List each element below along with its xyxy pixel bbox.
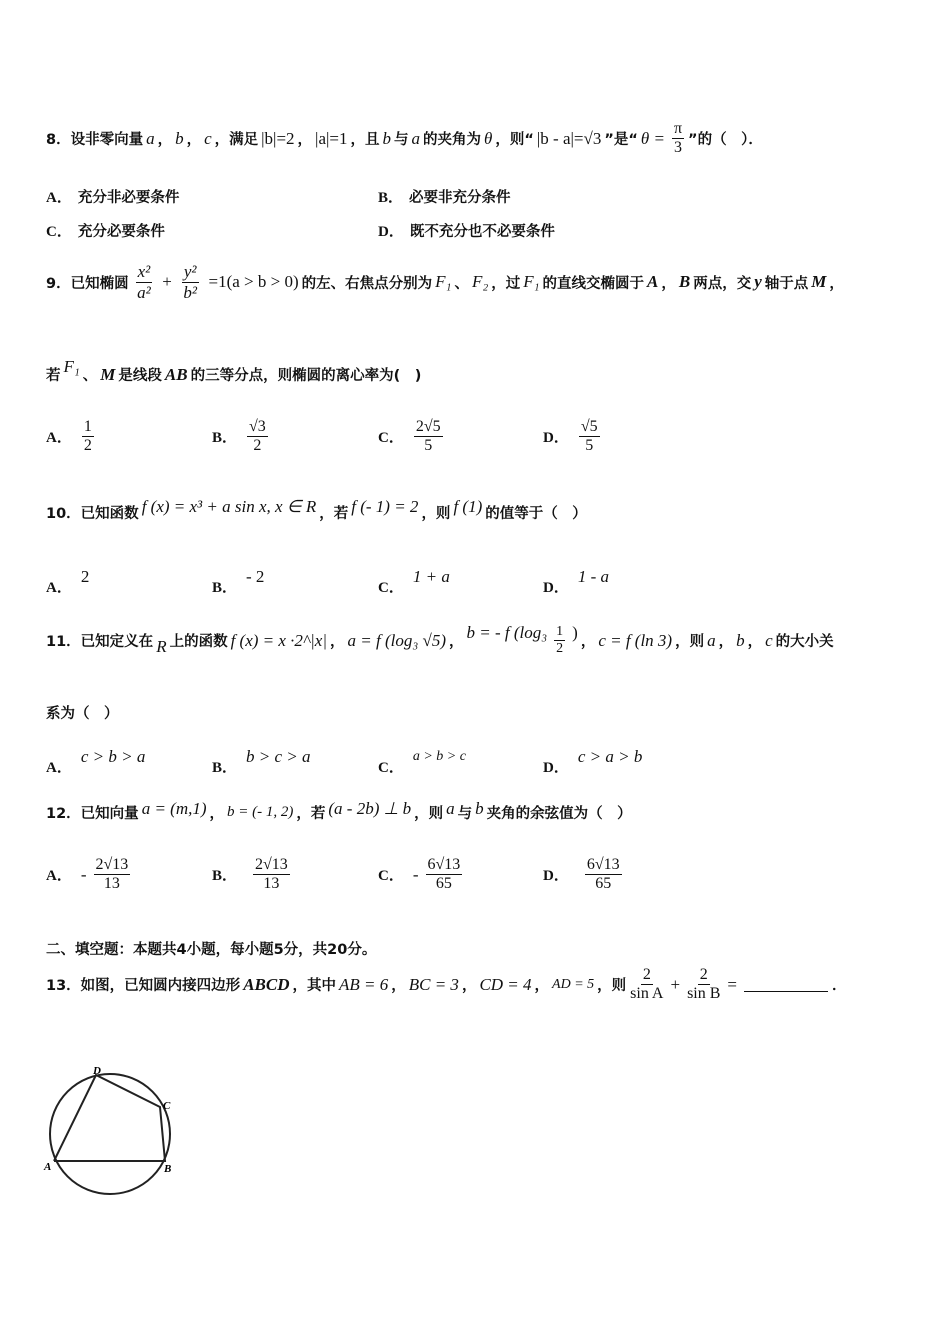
q9-var: AB [164, 364, 188, 384]
q11-c: c = f (ln 3) [598, 630, 673, 650]
q8-var: c [204, 128, 212, 148]
option-label: D． [543, 760, 569, 776]
q13-text: ， [391, 978, 406, 995]
q11-var: c [765, 630, 773, 650]
option-text: c > b > a [80, 746, 146, 766]
option-label: A． [46, 868, 72, 885]
numerator: 2√13 [253, 856, 290, 875]
q8-sep: ， [157, 132, 173, 149]
q12-text: 12．已知向量 [46, 806, 139, 822]
q11-text: ， [448, 634, 464, 651]
numerator: y² [183, 262, 197, 281]
option-label: C． [378, 430, 404, 447]
q11-text: 的大小关 [775, 634, 834, 651]
answer-blank[interactable] [744, 977, 828, 992]
option-fraction [585, 856, 622, 894]
numerator: 2 [698, 966, 710, 985]
q13-text: 13．如图，已知圆内接四边形 [46, 978, 241, 995]
question-11-line2 [46, 702, 119, 723]
q8-text: ”是“ [604, 132, 638, 149]
q10-option-a[interactable] [46, 556, 92, 597]
option-fraction [426, 856, 463, 894]
q12-cond: (a - 2b) ⊥ b [328, 798, 412, 818]
q9-var: B [678, 272, 691, 292]
q11-option-d[interactable] [543, 736, 645, 777]
denominator: 3 [674, 139, 682, 157]
q11-var: b [736, 630, 745, 650]
q13-ad: AD = 5 [552, 976, 595, 992]
q11-option-c[interactable] [378, 736, 469, 777]
q8-var: a [411, 128, 420, 148]
numerator: 6√13 [426, 856, 463, 875]
q8-option-a[interactable] [46, 186, 179, 207]
option-text: 既不充分也不必要条件 [409, 224, 555, 240]
option-fraction [414, 418, 443, 456]
q9-option-d[interactable] [543, 418, 604, 456]
q11-var: a [707, 630, 716, 650]
numerator: π [672, 120, 684, 139]
vertex-a-label: A [44, 1161, 52, 1173]
q9-text: 的直线交椭圆于 [542, 275, 645, 292]
question-12 [46, 798, 632, 823]
q13-text: ． [832, 978, 847, 995]
q11-text: ， [718, 634, 734, 651]
option-label: A． [46, 430, 72, 447]
q11-fraction [554, 624, 565, 657]
q12-text: ， [209, 806, 225, 822]
q11-function: f (x) = x ·2^|x| [230, 630, 327, 650]
option-sign: - [80, 864, 87, 884]
q8-sep: ， [297, 132, 313, 149]
q9-text: 的三等分点，则椭圆的离心率为( ) [190, 368, 422, 384]
denominator: 5 [424, 437, 433, 455]
denominator: 2 [83, 437, 92, 455]
q11-option-b[interactable] [212, 736, 314, 777]
q11-text: 11．已知定义在 [46, 634, 154, 651]
q9-eq: =1(a > b > 0) [208, 272, 299, 292]
q10-option-d[interactable] [543, 556, 612, 597]
option-label: A． [46, 580, 72, 596]
q9-var: F₁ [63, 356, 80, 376]
q9-var: M [100, 364, 116, 384]
option-label: B． [212, 760, 238, 776]
q8-text: ”的（ ）． [688, 132, 763, 149]
option-fraction [579, 418, 600, 456]
q11-option-a[interactable] [46, 736, 148, 777]
numerator: √5 [579, 418, 600, 437]
denominator: a² [137, 282, 151, 302]
q8-var: b [175, 128, 184, 148]
q13-text: ，其中 [292, 978, 336, 995]
option-label: C． [46, 224, 72, 240]
q11-text: 系为（ ） [46, 706, 119, 722]
q9-text: 两点，交 [693, 275, 752, 292]
section-title: 二、填空题：本题共4小题，每小题5分，共20分。 [46, 942, 377, 958]
q13-cd: CD = 4 [479, 974, 532, 994]
q8-cond: |a|=1 [315, 128, 348, 148]
numerator: 2√13 [94, 856, 131, 875]
numerator: 1 [554, 624, 565, 641]
numerator: 2√5 [414, 418, 443, 437]
option-text: a > b > c [412, 748, 466, 764]
plus: + [162, 272, 172, 292]
q9-text: ，过 [491, 275, 521, 292]
option-label: A． [46, 190, 72, 206]
paren: ) [572, 622, 578, 642]
q9-var: M [811, 272, 827, 292]
option-label: C． [378, 580, 404, 596]
cyclic-quadrilateral-figure [40, 1060, 200, 1205]
numerator: 1 [82, 418, 94, 437]
q9-var: F₁ [435, 272, 452, 292]
q12-text: 与 [457, 806, 473, 822]
q9-fraction-y [179, 262, 202, 302]
q9-text: 轴于点 [764, 275, 809, 292]
q8-cond: |b|=2 [261, 128, 295, 148]
option-text: 充分必要条件 [77, 224, 165, 240]
section-heading [46, 938, 376, 959]
option-fraction [82, 418, 94, 456]
q10-text: 10．已知函数 [46, 506, 139, 522]
q12-text: 夹角的余弦值为（ ） [486, 806, 632, 822]
q11-text: ， [747, 634, 763, 651]
equals: = [727, 974, 738, 994]
q8-var: b [382, 128, 391, 148]
q13-text: ，则 [597, 978, 627, 995]
q9-text: 、 [82, 368, 98, 384]
option-fraction [247, 418, 268, 456]
q11-text: ， [330, 634, 345, 651]
q8-expr: |b - a|=√3 [536, 128, 602, 148]
option-text: 1 + a [412, 566, 450, 586]
q10-text: ，若 [319, 506, 349, 522]
question-9 [46, 262, 844, 302]
q9-text: ， [661, 275, 676, 292]
option-fraction [253, 856, 290, 894]
denominator: sin A [630, 985, 664, 1003]
q8-option-b[interactable] [378, 186, 511, 207]
numerator: √3 [247, 418, 268, 437]
q9-text: 是线段 [118, 368, 162, 384]
option-text: 充分非必要条件 [77, 190, 180, 206]
q12-text: ，若 [296, 806, 326, 822]
q10-option-b[interactable] [212, 556, 267, 597]
option-label: D． [543, 430, 569, 447]
q12-a: a = (m,1) [141, 798, 207, 818]
option-label: B． [212, 430, 238, 447]
q12-option-a[interactable] [46, 856, 134, 894]
q12-option-b[interactable] [212, 856, 294, 894]
option-sign: - [412, 864, 419, 884]
denominator: sin B [687, 985, 721, 1003]
q9-text: 若 [46, 368, 61, 384]
option-text: - 2 [246, 566, 265, 586]
option-text: 1 - a [577, 566, 610, 586]
denominator: 65 [595, 875, 612, 893]
option-label: D． [543, 580, 569, 596]
q13-fraction-a [630, 966, 663, 1004]
q10-text: ，则 [421, 506, 451, 522]
denominator: 13 [103, 875, 120, 893]
denominator: 65 [435, 875, 452, 893]
vertex-b-label: B [164, 1163, 172, 1175]
option-label: A． [46, 760, 72, 776]
q12-text: ，则 [414, 806, 444, 822]
question-13 [46, 966, 847, 1004]
q9-var: F₂ [471, 272, 489, 292]
q8-text: ，且 [350, 132, 380, 149]
q12-option-c[interactable] [378, 856, 466, 894]
option-label: B． [212, 580, 238, 596]
q9-text: ， [829, 275, 844, 292]
q8-option-d[interactable] [378, 220, 555, 241]
option-text: b > c > a [246, 746, 311, 766]
q10-expr: f (1) [453, 496, 483, 516]
numerator: x² [137, 262, 151, 281]
q13-fraction-b [687, 966, 720, 1004]
q8-text: ，则“ [495, 132, 534, 149]
q11-b: b = - f (log₃ [466, 622, 548, 642]
q12-option-d[interactable] [543, 856, 626, 894]
option-fraction [94, 856, 131, 894]
q8-text: 的夹角为 [423, 132, 481, 149]
q9-text: 、 [454, 275, 469, 292]
option-label: B． [212, 868, 238, 885]
q11-text: ， [580, 634, 596, 651]
q8-var: a [146, 128, 155, 148]
numerator: 6√13 [585, 856, 622, 875]
option-text: c > a > b [577, 746, 643, 766]
q9-option-c[interactable] [378, 418, 447, 456]
q11-a: a = f (log₃ √5) [347, 630, 446, 650]
q12-b: b = (- 1, 2) [227, 804, 294, 820]
q9-fraction-x [133, 262, 156, 302]
q13-bc: BC = 3 [408, 974, 459, 994]
q9-var: y [754, 272, 762, 292]
q8-sep: ， [186, 132, 202, 149]
q9-option-a[interactable] [46, 418, 98, 456]
q10-option-c[interactable] [378, 556, 453, 597]
option-text: 2 [80, 566, 90, 586]
q11-var: R [156, 636, 167, 656]
question-9-line2 [46, 356, 422, 385]
q8-option-c[interactable] [46, 220, 165, 241]
question-10 [46, 496, 587, 523]
option-text: 必要非充分条件 [409, 190, 511, 206]
option-label: C． [378, 868, 404, 885]
plus: + [670, 974, 681, 994]
q8-theta: θ = [640, 128, 665, 148]
q13-ab: AB = 6 [338, 974, 389, 994]
option-label: B． [378, 190, 404, 206]
vertex-c-label: C [163, 1100, 171, 1112]
q9-option-b[interactable] [212, 418, 272, 456]
denominator: 5 [585, 437, 594, 455]
option-label: D． [543, 868, 569, 885]
denominator: 13 [263, 875, 280, 893]
option-label: C． [378, 760, 404, 776]
q8-text: ，满足 [214, 132, 259, 149]
q11-text: ，则 [675, 634, 705, 651]
q13-text: ， [461, 978, 477, 995]
q10-text: 的值等于（ ） [485, 506, 587, 522]
denominator: 2 [253, 437, 262, 455]
q12-var: b [475, 798, 484, 818]
q11-text: 上的函数 [169, 634, 228, 651]
q9-text: 9．已知椭圆 [46, 275, 129, 292]
option-label: D． [378, 224, 404, 240]
denominator: b² [183, 282, 197, 302]
question-8 [46, 120, 763, 158]
q8-var: θ [484, 128, 493, 148]
q12-var: a [446, 798, 455, 818]
q9-var: F₁ [523, 272, 540, 292]
vertex-d-label: D [93, 1065, 101, 1077]
numerator: 2 [641, 966, 653, 985]
q10-cond: f (- 1) = 2 [351, 496, 419, 516]
q13-text: ， [534, 978, 550, 995]
q9-text: 的左、右焦点分别为 [301, 275, 433, 292]
q10-function: f (x) = x³ + a sin x, x ∈ R [141, 496, 317, 516]
q13-var: ABCD [243, 974, 290, 994]
q8-fraction [672, 120, 684, 158]
q8-text: 8．设非零向量 [46, 132, 144, 149]
q9-var: A [647, 272, 659, 292]
denominator: 2 [556, 641, 564, 657]
q8-text: 与 [394, 132, 409, 149]
question-11 [46, 624, 834, 657]
